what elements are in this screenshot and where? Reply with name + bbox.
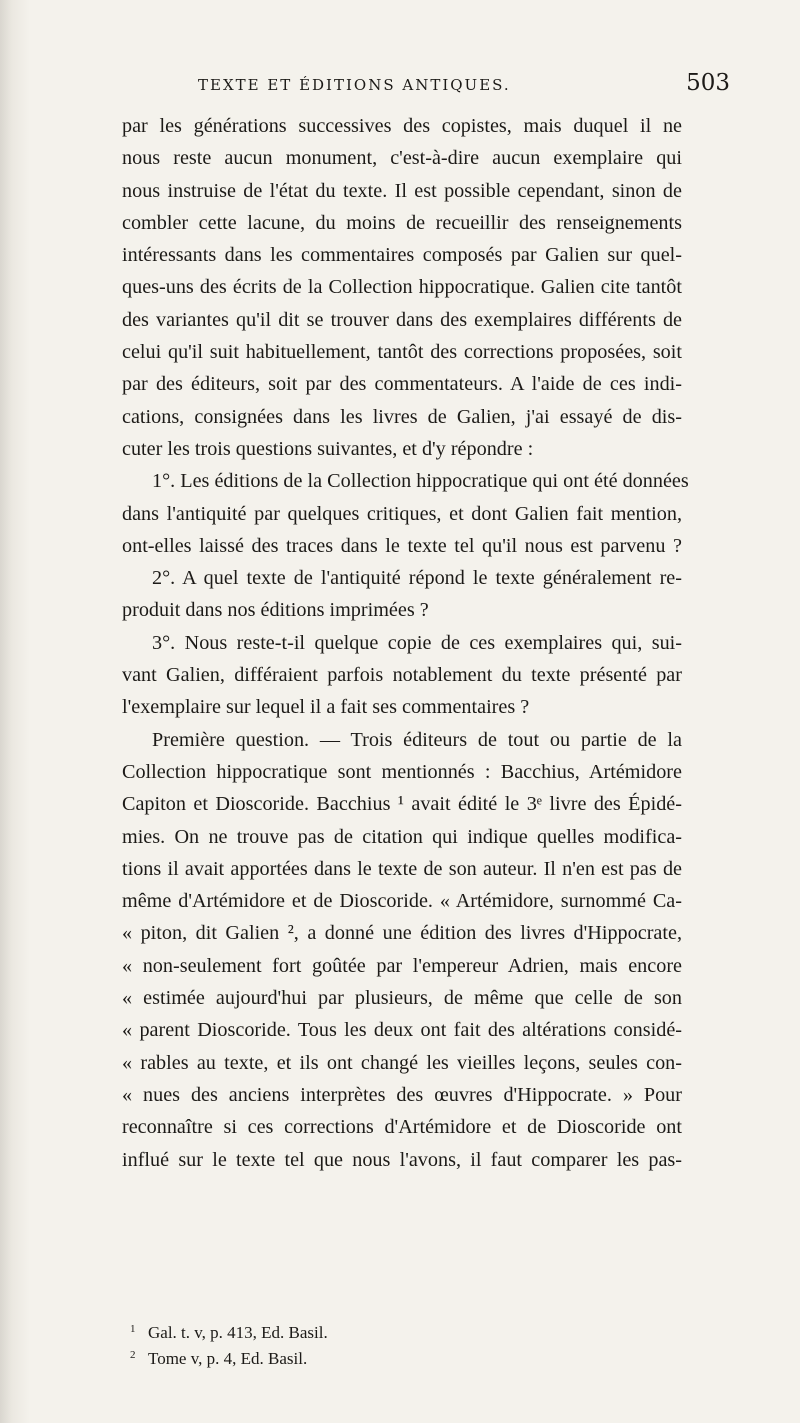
text-line: par les générations successives des copistes, mais duquel il ne: [122, 115, 682, 137]
text-line: vant Galien, différaient parfois notablement du texte présenté par: [122, 664, 682, 687]
text-line: « estimée aujourd'hui par plusieurs, de même que celle de son: [122, 987, 682, 1010]
text-line: ques-uns des écrits de la Collection hippocratique. Galien cite tantôt: [122, 276, 682, 299]
text-line: Collection hippocratique sont mentionnés : Bacchius, Artémidore: [122, 760, 682, 783]
text-line: ont-elles laissé des traces dans le texte tel qu'il nous est parvenu ?: [122, 534, 682, 557]
text-line: 2°. A quel texte de l'antiquité répond le texte généralement re-: [152, 567, 682, 590]
body-text: [122, 110, 689, 1176]
page-binding-shadow: [0, 0, 30, 1423]
footnote-text: Tome v, p. 4, Ed. Basil.: [148, 1349, 308, 1368]
text-line: « non-seulement fort goûtée par l'empereur Adrien, mais encore: [122, 954, 682, 977]
text-line: « rables au texte, et ils ont changé les vieilles leçons, seules con-: [122, 1051, 682, 1074]
text-line: « nues des anciens interprètes des œuvres d'Hippocrate. » Pour: [122, 1083, 682, 1106]
text-line: l'exemplaire sur lequel il a fait ses commentaires ?: [122, 696, 530, 719]
text-line: Capiton et Dioscoride. Bacchius ¹ avait édité le 3ᵉ livre des Épidé-: [122, 793, 682, 816]
text-line: celui qu'il suit habituellement, tantôt des corrections proposées, soit: [122, 341, 682, 364]
text-line: tions il avait apportées dans le texte de son auteur. Il n'en est pas de: [122, 857, 682, 880]
text-line: produit dans nos éditions imprimées ?: [122, 599, 429, 622]
footnote-text: Gal. t. v, p. 413, Ed. Basil.: [148, 1323, 328, 1342]
footnote: [130, 1346, 650, 1372]
text-line: des variantes qu'il dit se trouver dans des exemplaires différents de: [122, 308, 682, 331]
text-line: 1°. Les éditions de la Collection hippocratique qui ont été données: [152, 470, 689, 493]
text-line: nous reste aucun monument, c'est-à-dire aucun exemplaire qui: [122, 147, 682, 170]
footnote: [130, 1320, 650, 1346]
text-line: mies. On ne trouve pas de citation qui indique quelles modifica-: [122, 825, 682, 848]
text-line: « parent Dioscoride. Tous les deux ont fait des altérations considé-: [122, 1019, 682, 1042]
text-line: influé sur le texte tel que nous l'avons, il faut comparer les pas-: [122, 1148, 682, 1171]
text-line: « piton, dit Galien ², a donné une édition des livres d'Hippocrate,: [122, 922, 682, 945]
text-line: Première question. — Trois éditeurs de tout ou partie de la: [152, 728, 682, 751]
text-line: 3°. Nous reste-t-il quelque copie de ces exemplaires qui, sui-: [152, 631, 682, 654]
footnote-mark: 2: [130, 1349, 136, 1361]
text-line: cations, consignées dans les livres de Galien, j'ai essayé de dis-: [122, 405, 682, 428]
text-line: intéressants dans les commentaires composés par Galien sur quel-: [122, 244, 682, 267]
text-line: même d'Artémidore et de Dioscoride. « Artémidore, surnommé Ca-: [122, 890, 682, 913]
text-line: cuter les trois questions suivantes, et d'y répondre :: [122, 437, 534, 460]
running-title: TEXTE ET ÉDITIONS ANTIQUES.: [198, 76, 511, 94]
text-line: combler cette lacune, du moins de recueillir des renseignements: [122, 211, 682, 234]
footnotes: [130, 1320, 650, 1372]
text-line: reconnaître si ces corrections d'Artémidore et de Dioscoride ont: [122, 1116, 682, 1139]
text-line: dans l'antiquité par quelques critiques, et dont Galien fait mention,: [122, 502, 682, 525]
text-line: nous instruise de l'état du texte. Il est possible cependant, sinon de: [122, 179, 682, 202]
page-number: 503: [686, 70, 730, 96]
footnote-mark: 1: [130, 1323, 136, 1335]
page-header: [120, 70, 730, 104]
text-line: par des éditeurs, soit par des commentateurs. A l'aide de ces indi-: [122, 373, 682, 396]
